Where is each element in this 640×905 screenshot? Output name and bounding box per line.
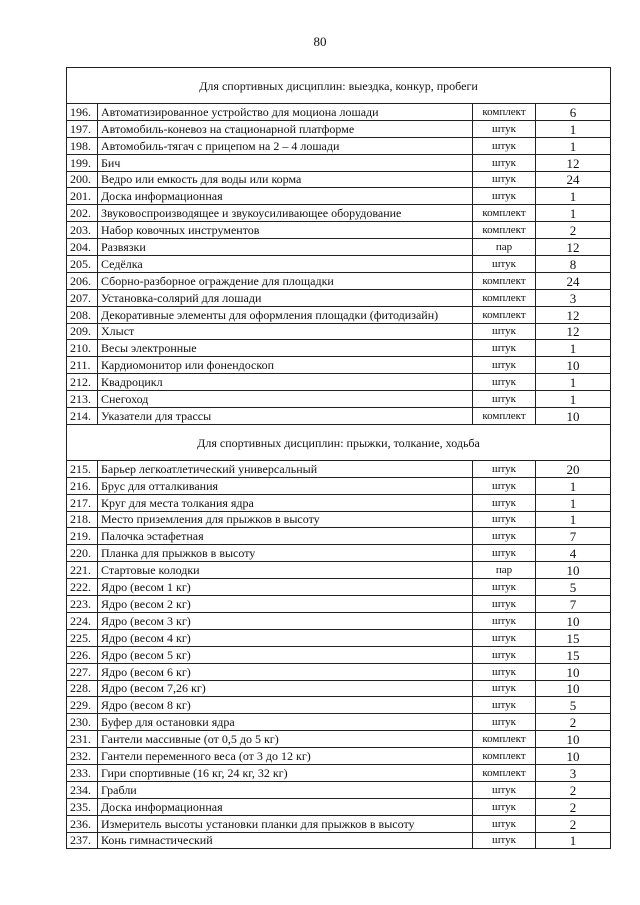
item-name: Ядро (весом 2 кг) — [98, 596, 473, 613]
row-number: 230. — [67, 714, 98, 731]
row-number: 217. — [67, 494, 98, 511]
row-number: 227. — [67, 663, 98, 680]
item-unit: комплект — [473, 272, 536, 289]
item-unit: штук — [473, 832, 536, 849]
table-row — [67, 391, 611, 408]
item-name: Ведро или емкость для воды или корма — [98, 171, 473, 188]
item-quantity: 12 — [536, 306, 611, 323]
table-row — [67, 222, 611, 239]
item-unit: штук — [473, 511, 536, 528]
row-number: 207. — [67, 289, 98, 306]
table-row — [67, 256, 611, 273]
row-number: 216. — [67, 477, 98, 494]
item-name: Ядро (весом 3 кг) — [98, 612, 473, 629]
row-number: 228. — [67, 680, 98, 697]
item-unit: штук — [473, 256, 536, 273]
table-row — [67, 188, 611, 205]
section-header-row — [67, 68, 611, 104]
table-row — [67, 731, 611, 748]
item-unit: штук — [473, 663, 536, 680]
equipment-table — [66, 67, 611, 849]
item-quantity: 1 — [536, 188, 611, 205]
row-number: 200. — [67, 171, 98, 188]
section-title: Для спортивных дисциплин: выездка, конкур, пробеги — [67, 68, 611, 104]
table-row — [67, 408, 611, 425]
row-number: 213. — [67, 391, 98, 408]
item-quantity: 10 — [536, 680, 611, 697]
table-row — [67, 460, 611, 477]
item-quantity: 10 — [536, 663, 611, 680]
item-unit: штук — [473, 460, 536, 477]
item-quantity: 8 — [536, 256, 611, 273]
item-quantity: 10 — [536, 731, 611, 748]
table-row — [67, 646, 611, 663]
item-quantity: 15 — [536, 629, 611, 646]
row-number: 199. — [67, 154, 98, 171]
item-name: Место приземления для прыжков в высоту — [98, 511, 473, 528]
item-name: Автомобиль-тягач с прицепом на 2 – 4 лошади — [98, 137, 473, 154]
row-number: 202. — [67, 205, 98, 222]
item-unit: штук — [473, 188, 536, 205]
table-row — [67, 137, 611, 154]
item-quantity: 10 — [536, 357, 611, 374]
item-unit: штук — [473, 137, 536, 154]
row-number: 232. — [67, 748, 98, 765]
row-number: 208. — [67, 306, 98, 323]
item-unit: штук — [473, 680, 536, 697]
item-unit: штук — [473, 120, 536, 137]
item-name: Указатели для трассы — [98, 408, 473, 425]
row-number: 231. — [67, 731, 98, 748]
table-row — [67, 340, 611, 357]
item-name: Грабли — [98, 781, 473, 798]
item-unit: штук — [473, 545, 536, 562]
table-row — [67, 815, 611, 832]
item-unit: штук — [473, 781, 536, 798]
table-row — [67, 612, 611, 629]
item-quantity: 2 — [536, 798, 611, 815]
table-row — [67, 357, 611, 374]
item-name: Доска информационная — [98, 188, 473, 205]
item-quantity: 12 — [536, 154, 611, 171]
row-number: 212. — [67, 374, 98, 391]
row-number: 226. — [67, 646, 98, 663]
row-number: 198. — [67, 137, 98, 154]
table-row — [67, 596, 611, 613]
row-number: 219. — [67, 528, 98, 545]
table-row — [67, 697, 611, 714]
item-name: Установка-солярий для лошади — [98, 289, 473, 306]
row-number: 220. — [67, 545, 98, 562]
item-name: Хлыст — [98, 323, 473, 340]
item-quantity: 24 — [536, 171, 611, 188]
item-name: Кардиомонитор или фонендоскоп — [98, 357, 473, 374]
item-quantity: 1 — [536, 391, 611, 408]
item-unit: штук — [473, 340, 536, 357]
item-name: Сборно-разборное ограждение для площадки — [98, 272, 473, 289]
table-row — [67, 239, 611, 256]
item-quantity: 10 — [536, 408, 611, 425]
item-unit: штук — [473, 374, 536, 391]
table-row — [67, 798, 611, 815]
table-row — [67, 154, 611, 171]
item-name: Стартовые колодки — [98, 562, 473, 579]
table-row — [67, 511, 611, 528]
table-row — [67, 289, 611, 306]
table-row — [67, 306, 611, 323]
row-number: 205. — [67, 256, 98, 273]
item-unit: штук — [473, 629, 536, 646]
row-number: 225. — [67, 629, 98, 646]
item-quantity: 7 — [536, 528, 611, 545]
item-unit: штук — [473, 391, 536, 408]
row-number: 237. — [67, 832, 98, 849]
item-unit: штук — [473, 714, 536, 731]
item-unit: пар — [473, 239, 536, 256]
item-quantity: 3 — [536, 764, 611, 781]
item-unit: штук — [473, 477, 536, 494]
item-name: Бич — [98, 154, 473, 171]
item-unit: штук — [473, 646, 536, 663]
item-name: Ядро (весом 5 кг) — [98, 646, 473, 663]
item-unit: комплект — [473, 408, 536, 425]
item-unit: комплект — [473, 306, 536, 323]
item-unit: штук — [473, 798, 536, 815]
item-name: Снегоход — [98, 391, 473, 408]
item-unit: штук — [473, 579, 536, 596]
table-row — [67, 528, 611, 545]
item-quantity: 24 — [536, 272, 611, 289]
item-name: Брус для отталкивания — [98, 477, 473, 494]
table-row — [67, 545, 611, 562]
row-number: 218. — [67, 511, 98, 528]
item-quantity: 10 — [536, 562, 611, 579]
item-name: Барьер легкоатлетический универсальный — [98, 460, 473, 477]
item-name: Ядро (весом 6 кг) — [98, 663, 473, 680]
item-quantity: 2 — [536, 815, 611, 832]
table-row — [67, 629, 611, 646]
item-name: Доска информационная — [98, 798, 473, 815]
item-unit: штук — [473, 154, 536, 171]
row-number: 206. — [67, 272, 98, 289]
item-quantity: 7 — [536, 596, 611, 613]
item-quantity: 5 — [536, 579, 611, 596]
row-number: 235. — [67, 798, 98, 815]
item-name: Ядро (весом 7,26 кг) — [98, 680, 473, 697]
item-name: Автомобиль-коневоз на стационарной платформе — [98, 120, 473, 137]
item-unit: штук — [473, 357, 536, 374]
item-name: Ядро (весом 8 кг) — [98, 697, 473, 714]
item-name: Буфер для остановки ядра — [98, 714, 473, 731]
item-quantity: 10 — [536, 748, 611, 765]
item-quantity: 6 — [536, 104, 611, 121]
item-name: Развязки — [98, 239, 473, 256]
item-quantity: 2 — [536, 714, 611, 731]
table-row — [67, 663, 611, 680]
item-quantity: 1 — [536, 494, 611, 511]
table-row — [67, 781, 611, 798]
item-quantity: 1 — [536, 374, 611, 391]
item-name: Ядро (весом 1 кг) — [98, 579, 473, 596]
item-unit: комплект — [473, 104, 536, 121]
item-quantity: 2 — [536, 781, 611, 798]
row-number: 224. — [67, 612, 98, 629]
item-quantity: 5 — [536, 697, 611, 714]
item-quantity: 4 — [536, 545, 611, 562]
item-unit: пар — [473, 562, 536, 579]
table-row — [67, 714, 611, 731]
item-name: Палочка эстафетная — [98, 528, 473, 545]
row-number: 209. — [67, 323, 98, 340]
table-row — [67, 374, 611, 391]
item-quantity: 1 — [536, 511, 611, 528]
table-row — [67, 579, 611, 596]
item-unit: штук — [473, 323, 536, 340]
page-number: 80 — [313, 34, 327, 49]
table-row — [67, 680, 611, 697]
item-name: Планка для прыжков в высоту — [98, 545, 473, 562]
item-name: Декоративные элементы для оформления площадки (фитодизайн) — [98, 306, 473, 323]
row-number: 201. — [67, 188, 98, 205]
item-quantity: 1 — [536, 120, 611, 137]
item-name: Круг для места толкания ядра — [98, 494, 473, 511]
item-name: Квадроцикл — [98, 374, 473, 391]
section-header-row — [67, 424, 611, 460]
row-number: 229. — [67, 697, 98, 714]
table-row — [67, 120, 611, 137]
row-number: 222. — [67, 579, 98, 596]
row-number: 203. — [67, 222, 98, 239]
table-row — [67, 104, 611, 121]
table-row — [67, 748, 611, 765]
item-quantity: 15 — [536, 646, 611, 663]
item-quantity: 10 — [536, 612, 611, 629]
item-unit: комплект — [473, 764, 536, 781]
row-number: 221. — [67, 562, 98, 579]
table-row — [67, 323, 611, 340]
row-number: 214. — [67, 408, 98, 425]
section-title: Для спортивных дисциплин: прыжки, толкание, ходьба — [67, 424, 611, 460]
row-number: 223. — [67, 596, 98, 613]
item-unit: штук — [473, 528, 536, 545]
item-quantity: 1 — [536, 340, 611, 357]
item-name: Автоматизированное устройство для моциона лошади — [98, 104, 473, 121]
item-quantity: 1 — [536, 477, 611, 494]
table-row — [67, 272, 611, 289]
row-number: 215. — [67, 460, 98, 477]
table-row — [67, 205, 611, 222]
table-row — [67, 477, 611, 494]
item-quantity: 12 — [536, 323, 611, 340]
item-name: Звуковоспроизводящее и звукоусиливающее оборудование — [98, 205, 473, 222]
item-quantity: 3 — [536, 289, 611, 306]
table-row — [67, 562, 611, 579]
equipment-table-body — [67, 68, 611, 849]
row-number: 196. — [67, 104, 98, 121]
item-quantity: 1 — [536, 205, 611, 222]
item-name: Измеритель высоты установки планки для прыжков в высоту — [98, 815, 473, 832]
item-name: Ядро (весом 4 кг) — [98, 629, 473, 646]
table-row — [67, 764, 611, 781]
item-name: Весы электронные — [98, 340, 473, 357]
row-number: 236. — [67, 815, 98, 832]
item-unit: комплект — [473, 289, 536, 306]
item-unit: штук — [473, 171, 536, 188]
table-row — [67, 171, 611, 188]
table-row — [67, 494, 611, 511]
item-quantity: 1 — [536, 832, 611, 849]
item-unit: штук — [473, 612, 536, 629]
row-number: 233. — [67, 764, 98, 781]
item-name: Гири спортивные (16 кг, 24 кг, 32 кг) — [98, 764, 473, 781]
row-number: 211. — [67, 357, 98, 374]
item-name: Конь гимнастический — [98, 832, 473, 849]
item-unit: штук — [473, 815, 536, 832]
item-quantity: 1 — [536, 137, 611, 154]
item-unit: штук — [473, 596, 536, 613]
item-name: Седёлка — [98, 256, 473, 273]
row-number: 197. — [67, 120, 98, 137]
table-row — [67, 832, 611, 849]
row-number: 204. — [67, 239, 98, 256]
item-name: Гантели переменного веса (от 3 до 12 кг) — [98, 748, 473, 765]
row-number: 210. — [67, 340, 98, 357]
item-unit: штук — [473, 494, 536, 511]
row-number: 234. — [67, 781, 98, 798]
item-unit: комплект — [473, 731, 536, 748]
item-unit: комплект — [473, 222, 536, 239]
item-quantity: 20 — [536, 460, 611, 477]
item-unit: комплект — [473, 205, 536, 222]
item-quantity: 12 — [536, 239, 611, 256]
item-name: Набор ковочных инструментов — [98, 222, 473, 239]
item-quantity: 2 — [536, 222, 611, 239]
item-name: Гантели массивные (от 0,5 до 5 кг) — [98, 731, 473, 748]
item-unit: комплект — [473, 748, 536, 765]
item-unit: штук — [473, 697, 536, 714]
